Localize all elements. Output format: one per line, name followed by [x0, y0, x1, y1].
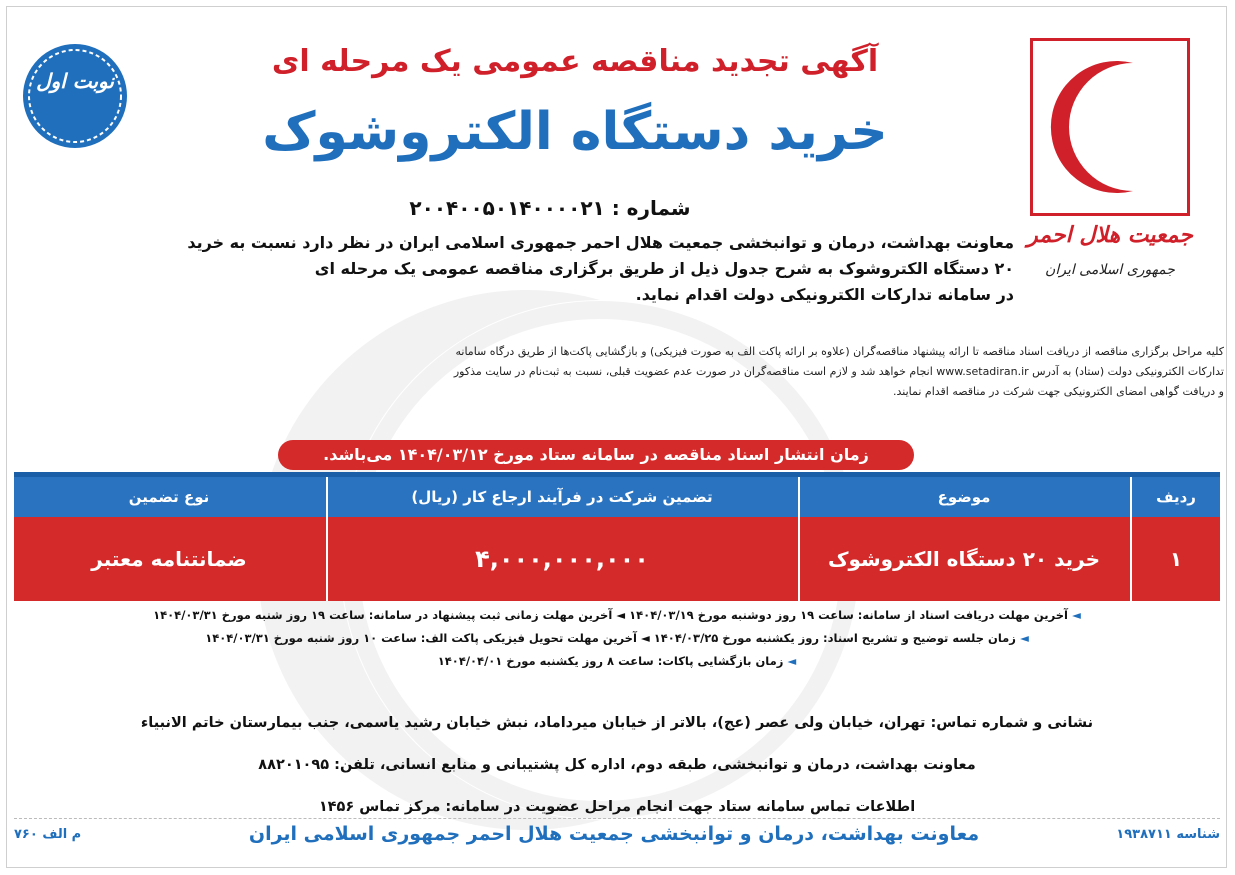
rules-line: کلیه مراحل برگزاری مناقصه از دریافت اسناد مناقصه تا ارائه پیشنهاد مناقصه‌گران (علاوه بر ارائه پاکت الف به صورت فیزیکی) و بازگشایی پاکت‌ها از طریق درگاه سامانه: [455, 345, 1224, 358]
header-amount: تضمین شرکت در فرآیند ارجاع کار (ریال): [326, 477, 796, 517]
intro-line: ۲۰ دستگاه الکتروشوک به شرح جدول ذیل از طریق برگزاری مناقصه عمومی یک مرحله ای: [314, 259, 1014, 278]
publish-date-banner: زمان انتشار اسناد مناقصه در سامانه ستاد مورخ ۱۴۰۴/۰۳/۱۲ می‌باشد.: [278, 440, 914, 470]
row-amount: ۴,۰۰۰,۰۰۰,۰۰۰: [326, 517, 796, 601]
header-guarantee-type: نوع تضمین: [128, 488, 210, 506]
arrow-icon: ◄: [1072, 608, 1081, 622]
badge-label: نوبت اول: [36, 69, 114, 93]
deadline-text: زمان جلسه توضیح و تشریح اسناد: روز یکشنبه مورخ ۱۴۰۴/۰۳/۲۵ ◄ آخرین مهلت تحویل فیزیکی پاکت الف: ساعت ۱۰ روز شنبه مورخ ۱۴۰۴/۰۳/۳۱: [205, 631, 1016, 645]
header-subject: موضوع: [798, 477, 1128, 517]
org-subtitle: جمهوری اسلامی ایران: [1045, 262, 1175, 278]
table-header: [14, 477, 1220, 517]
header-radif: ردیف: [1130, 477, 1220, 517]
logo-box: [1030, 38, 1190, 216]
row-subject: خرید ۲۰ دستگاه الکتروشوک: [798, 517, 1128, 601]
footer-org: معاونت بهداشت، درمان و توانبخشی جمعیت هلال احمر جمهوری اسلامی ایران: [248, 823, 980, 845]
contact-support: اطلاعات تماس سامانه ستاد جهت انجام مراحل عضویت در سامانه: مرکز تماس ۱۴۵۶: [318, 799, 916, 815]
arrow-icon: ◄: [787, 654, 797, 668]
intro-line: معاونت بهداشت، درمان و توانبخشی جمعیت هلال احمر جمهوری اسلامی ایران در نظر دارد نسبت به خرید: [187, 233, 1014, 252]
row-guarantee-type: ضمانتنامه معتبر: [91, 547, 247, 571]
contact-office: معاونت بهداشت، درمان و توانبخشی، طبقه دوم، اداره کل پشتیبانی و منابع انسانی، تلفن: ۸۸۲۰۱۰۹۵: [258, 757, 976, 773]
arrow-icon: ◄: [1019, 631, 1029, 645]
contact-info: [14, 702, 1220, 828]
org-name: جمعیت هلال احمر: [1027, 222, 1193, 248]
row-radif: ۱: [1130, 517, 1220, 601]
rules-line: و دریافت گواهی امضای الکترونیکی جهت شرکت در مناقصه اقدام نمایند.: [892, 385, 1224, 398]
intro-line: در سامانه تدارکات الکترونیکی دولت اقدام نماید.: [635, 285, 1014, 304]
rules-line: تدارکات الکترونیکی دولت (ستاد) به آدرس www.setadiran.ir انجام خواهد شد و لازم است مناقصه‌گران در صورت عدم عضویت قبلی، نسبت به ثبت‌نام در سایت مذکور: [453, 365, 1224, 378]
rules-text: [14, 342, 1224, 402]
footer: [14, 818, 1220, 853]
notice-title: آگهی تجدید مناقصه عمومی یک مرحله ای: [271, 44, 879, 79]
footer-id: شناسه ۱۹۳۸۷۱۱: [1116, 827, 1220, 842]
first-round-badge-icon: [20, 40, 130, 152]
deadline-row: [14, 604, 1220, 627]
deadline-text: زمان بازگشایی پاکات: ساعت ۸ روز یکشنبه مورخ ۱۴۰۴/۰۴/۰۱: [437, 654, 784, 668]
intro-text: [14, 230, 1014, 308]
tender-table: [14, 472, 1220, 601]
deadline-row: [14, 627, 1220, 650]
tender-number: شماره : ۲۰۰۴۰۰۵۰۱۴۰۰۰۰۲۱: [409, 196, 691, 220]
table-row: [14, 517, 1220, 601]
notice-subject: خرید دستگاه الکتروشوک: [262, 102, 888, 162]
deadlines: [14, 604, 1220, 673]
footer-code: م الف ۷۶۰: [14, 827, 82, 842]
contact-address: نشانی و شماره تماس: تهران، خیابان ولی عصر (عج)، بالاتر از خیابان میرداماد، نبش خیابان رشید یاسمی، جنب بیمارستان خاتم الانبیاء: [140, 715, 1094, 731]
deadline-text: آخرین مهلت دریافت اسناد از سامانه: ساعت ۱۹ روز دوشنبه مورخ ۱۴۰۴/۰۳/۱۹ ◄ آخرین مهلت زمانی ثبت پیشنهاد در سامانه: ساعت ۱۹ روز شنبه مورخ ۱۴۰۴/۰۳/۳۱: [153, 608, 1068, 622]
red-crescent-icon: [1033, 41, 1187, 213]
deadline-row: [14, 650, 1220, 673]
